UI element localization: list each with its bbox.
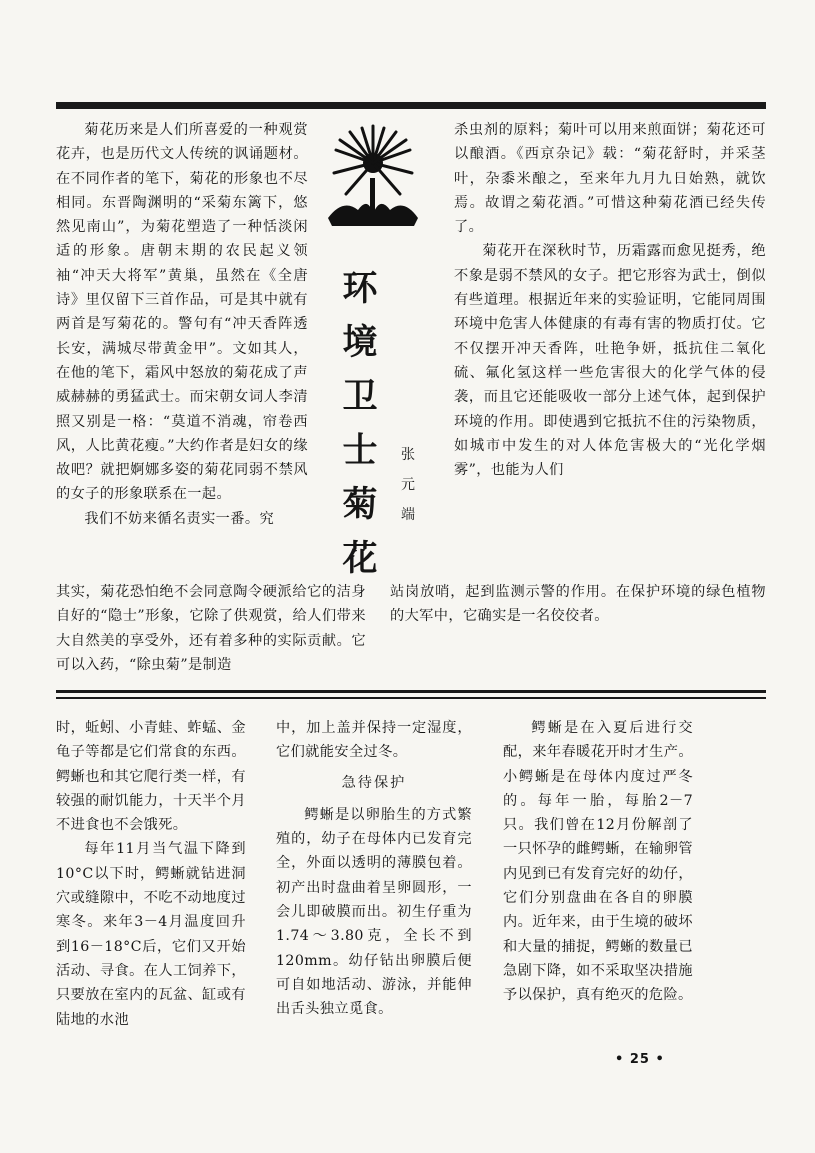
- lower-paragraph: 每年11月当气温下降到10°C以下时，鳄蜥就钻进洞穴或缝隙中，不吃不动地度过寒冬。来年3－4月温度回升到16－18°C后，它们又开始活动、寻食。在人工饲养下，只要放在室内的瓦盆、缸或有陆地的水池: [56, 841, 246, 1028]
- top-rule: [56, 102, 766, 109]
- lower-column-1: [56, 716, 246, 1032]
- article-author: [398, 440, 418, 530]
- lower-column-2: [276, 716, 472, 1022]
- author-char: 端: [401, 507, 415, 523]
- author-char: 张: [401, 447, 415, 463]
- article-right-wide: [390, 580, 766, 629]
- lower-paragraph: 鳄蜥是在入夏后进行交配，来年春暖花开时才生产。小鳄蜥是在母体内度过严冬的。每年一胎，每胎2－7只。我们曾在12月份解剖了一只怀孕的雌鳄蜥，在输卵管内见到已有发育完好的幼仔，它们分别盘曲在各自的卵膜内。近年来，由于生境的破坏和大量的捕捉，鳄蜥的数量已急剧下降，如不采取坚决措施予以保护，真有绝灭的危险。: [503, 720, 693, 1004]
- article-left-wide: [56, 580, 366, 677]
- lower-paragraph: 中，加上盖并保持一定湿度，它们就能安全过冬。: [276, 720, 472, 761]
- article-left-column: [56, 118, 308, 531]
- title-char: 境: [342, 323, 378, 363]
- page-number: • 25 •: [615, 1052, 665, 1067]
- section-divider: [56, 690, 766, 693]
- lower-column-3: [503, 716, 693, 1008]
- lower-paragraph: 鳄蜥是以卵胎生的方式繁殖的，幼子在母体内已发育完全，外面以透明的薄膜包着。初产出时盘曲着呈卵圆形，一会儿即破膜而出。初生仔重为1.74～3.80克，全长不到120mm。幼仔钻出卵膜后便可自如地活动、游泳，并能伸出舌头独立觅食。: [276, 806, 472, 1018]
- article-right-column: [454, 118, 766, 482]
- title-char: 环: [342, 269, 378, 309]
- article-paragraph: 我们不妨来循名责实一番。究: [84, 510, 275, 527]
- section-heading: 急待保护: [341, 774, 407, 791]
- title-char: 士: [342, 431, 378, 471]
- title-char: 卫: [342, 377, 378, 417]
- section-divider-thin: [56, 697, 766, 699]
- article-paragraph: 杀虫剂的原料；菊叶可以用来煎面饼；菊花还可以酿酒。《西京杂记》载：“菊花舒时，并采茎叶，杂黍米酿之，至来年九月九日始熟，就饮焉。故谓之菊花酒。”可惜这种菊花酒已经失传了。: [454, 122, 766, 236]
- title-char: 菊: [342, 485, 378, 525]
- article-paragraph: 其实，菊花恐怕绝不会同意陶令硬派给它的洁身自好的“隐士”形象，它除了供观赏，给人们带来大自然美的享受外，还有着多种的实际贡献。它可以入药，“除虫菊”是制造: [56, 584, 366, 673]
- author-char: 元: [401, 477, 415, 493]
- article-paragraph: 菊花历来是人们所喜爱的一种观赏花卉，也是历代文人传统的讽诵题材。在不同作者的笔下，菊花的形象也不尽相同。东晋陶渊明的“采菊东篱下，悠然见南山”，为菊花塑造了一种恬淡闲适的形象。唐朝末期的农民起义领袖“冲天大将军”黄巢，虽然在《全唐诗》里仅留下三首作品，可是其中就有两首是写菊花的。警句有“冲天香阵透长安，满城尽带黄金甲”。文如其人，在他的笔下，霜风中怒放的菊花成了声威赫赫的勇猛武士。而宋朝女词人李清照又别是一格：“莫道不消魂，帘卷西风，人比黄花瘦。”大约作者是妇女的缘故吧？就把婀娜多姿的菊花同弱不禁风的女子的形象联系在一起。: [56, 122, 308, 503]
- lower-paragraph: 时，蚯蚓、小青蛙、蚱蜢、金龟子等都是它们常食的东西。鳄蜥也和其它爬行类一样，有较强的耐饥能力，十天半个月不进食也不会饿死。: [56, 720, 246, 834]
- title-char: 花: [342, 539, 378, 579]
- article-paragraph: 站岗放哨，起到监测示警的作用。在保护环境的绿色植物的大军中，它确实是一名佼佼者。: [390, 584, 766, 625]
- article-paragraph: 菊花开在深秋时节，历霜露而愈见挺秀，绝不象是弱不禁风的女子。把它形容为武士，倒似有些道理。根据近年来的实验证明，它能同周围环境中危害人体健康的有毒有害的物质打仗。它不仅摆开冲天香阵，吐艳争妍，抵抗住二氧化硫、氟化氢这样一些危害很大的化学气体的侵袭，而且它还能吸收一部分上述气体，起到保护环境的作用。即使遇到它抵抗不住的污染物质，如城市中发生的对人体危害极大的“光化学烟雾”，也能为人们: [454, 243, 766, 479]
- article-title: [338, 262, 382, 586]
- chrysanthemum-illustration: [318, 118, 428, 238]
